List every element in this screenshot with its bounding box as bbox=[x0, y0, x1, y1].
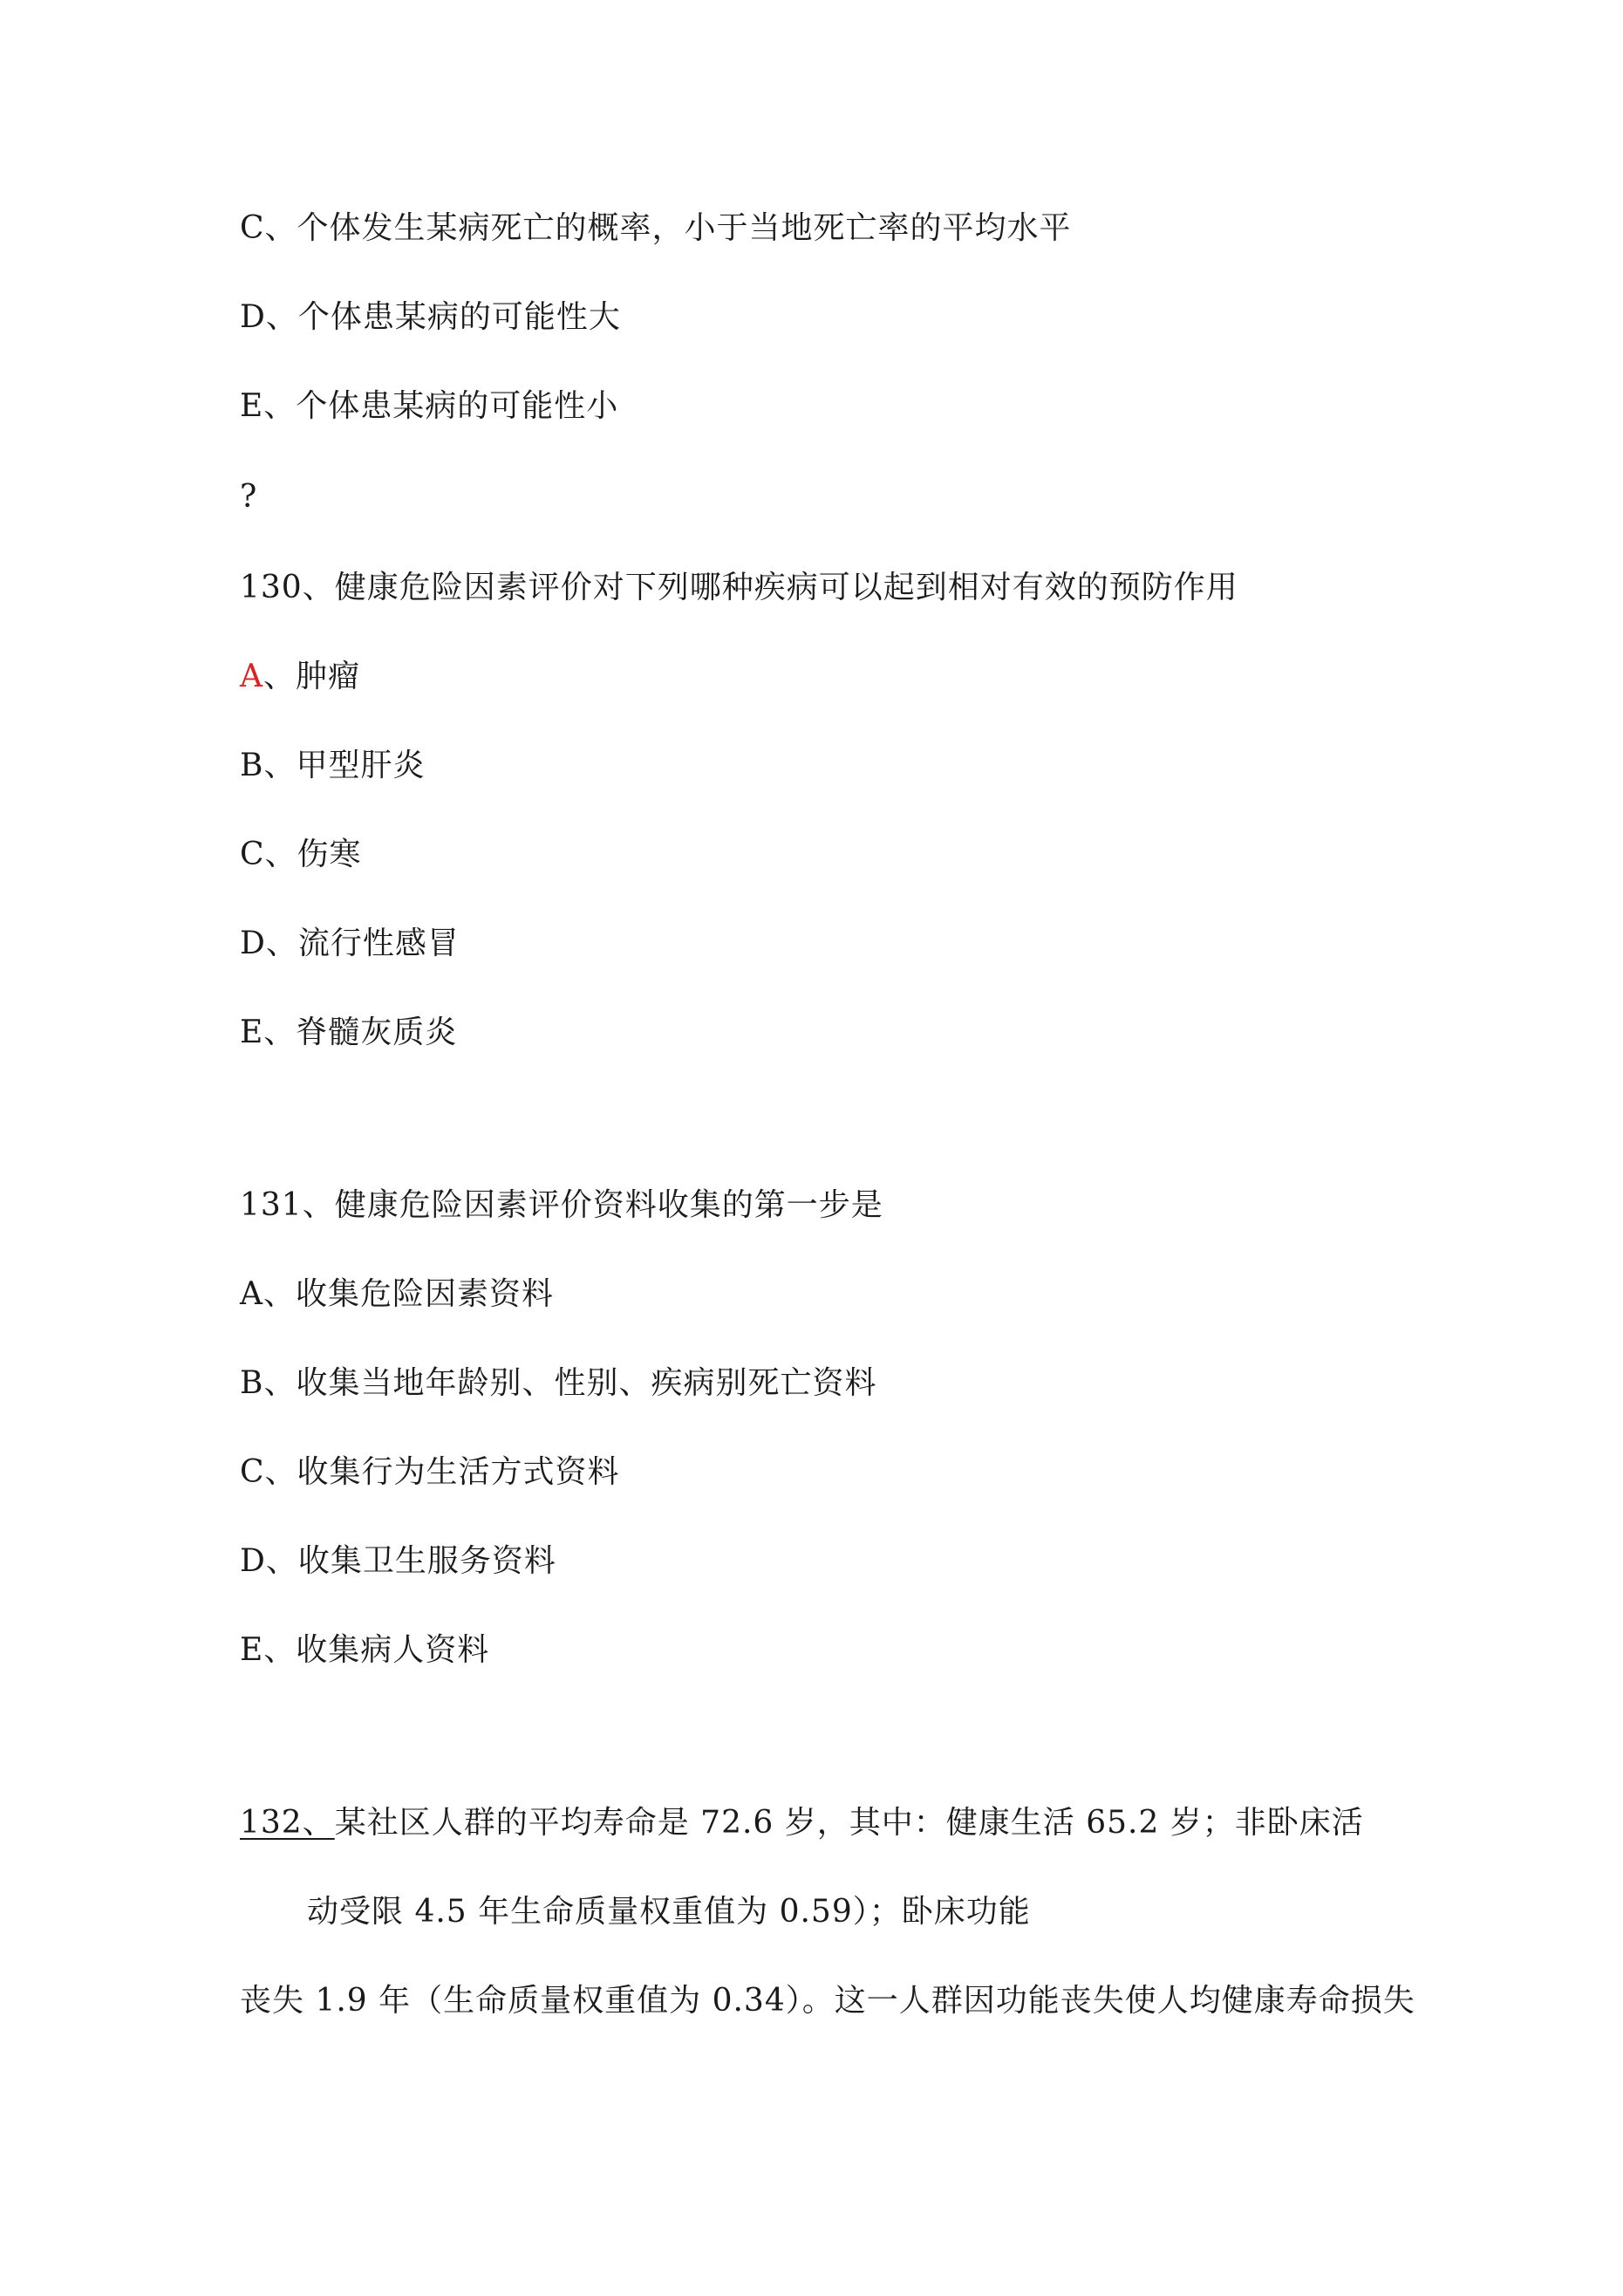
q132-number: 132、 bbox=[240, 1805, 335, 1841]
q129-option-d: D、个体患某病的可能性大 bbox=[240, 299, 621, 335]
q131-option-c: C、收集行为生活方式资料 bbox=[240, 1454, 620, 1490]
q129-option-e: E、个体患某病的可能性小 bbox=[240, 388, 619, 424]
q132-stem-line2: 动受限 4.5 年生命质量权重值为 0.59）；卧床功能 bbox=[307, 1894, 1031, 1930]
q132-stem-line1 bbox=[240, 1804, 1364, 1842]
q131-option-a: A、收集危险因素资料 bbox=[240, 1276, 554, 1312]
q130-option-a-letter: A bbox=[240, 659, 263, 694]
q129-answer-mark: ? bbox=[240, 479, 258, 515]
q130-option-d: D、流行性感冒 bbox=[240, 926, 460, 961]
q131-option-b: B、收集当地年龄别、性别、疾病别死亡资料 bbox=[240, 1365, 877, 1401]
q129-option-c: C、个体发生某病死亡的概率，小于当地死亡率的平均水平 bbox=[240, 210, 1072, 246]
q130-stem: 130、健康危险因素评价对下列哪种疾病可以起到相对有效的预防作用 bbox=[240, 570, 1238, 605]
q130-option-a bbox=[240, 658, 360, 696]
q131-stem: 131、健康危险因素评价资料收集的第一步是 bbox=[240, 1187, 883, 1223]
q130-option-e: E、脊髓灰质炎 bbox=[240, 1015, 458, 1050]
q130-option-a-text: 、肿瘤 bbox=[263, 659, 361, 694]
q131-option-e: E、收集病人资料 bbox=[240, 1632, 490, 1668]
q130-option-c: C、伤寒 bbox=[240, 837, 362, 872]
q131-option-d: D、收集卫生服务资料 bbox=[240, 1543, 556, 1579]
q132-stem-text: 某社区人群的平均寿命是 72.6 岁，其中：健康生活 65.2 岁；非卧床活 bbox=[334, 1805, 1364, 1841]
q132-stem-line3: 丧失 1.9 年（生命质量权重值为 0.34）。这一人群因功能丧失使人均健康寿命损失 bbox=[240, 1983, 1415, 2019]
q130-option-b: B、甲型肝炎 bbox=[240, 748, 426, 783]
